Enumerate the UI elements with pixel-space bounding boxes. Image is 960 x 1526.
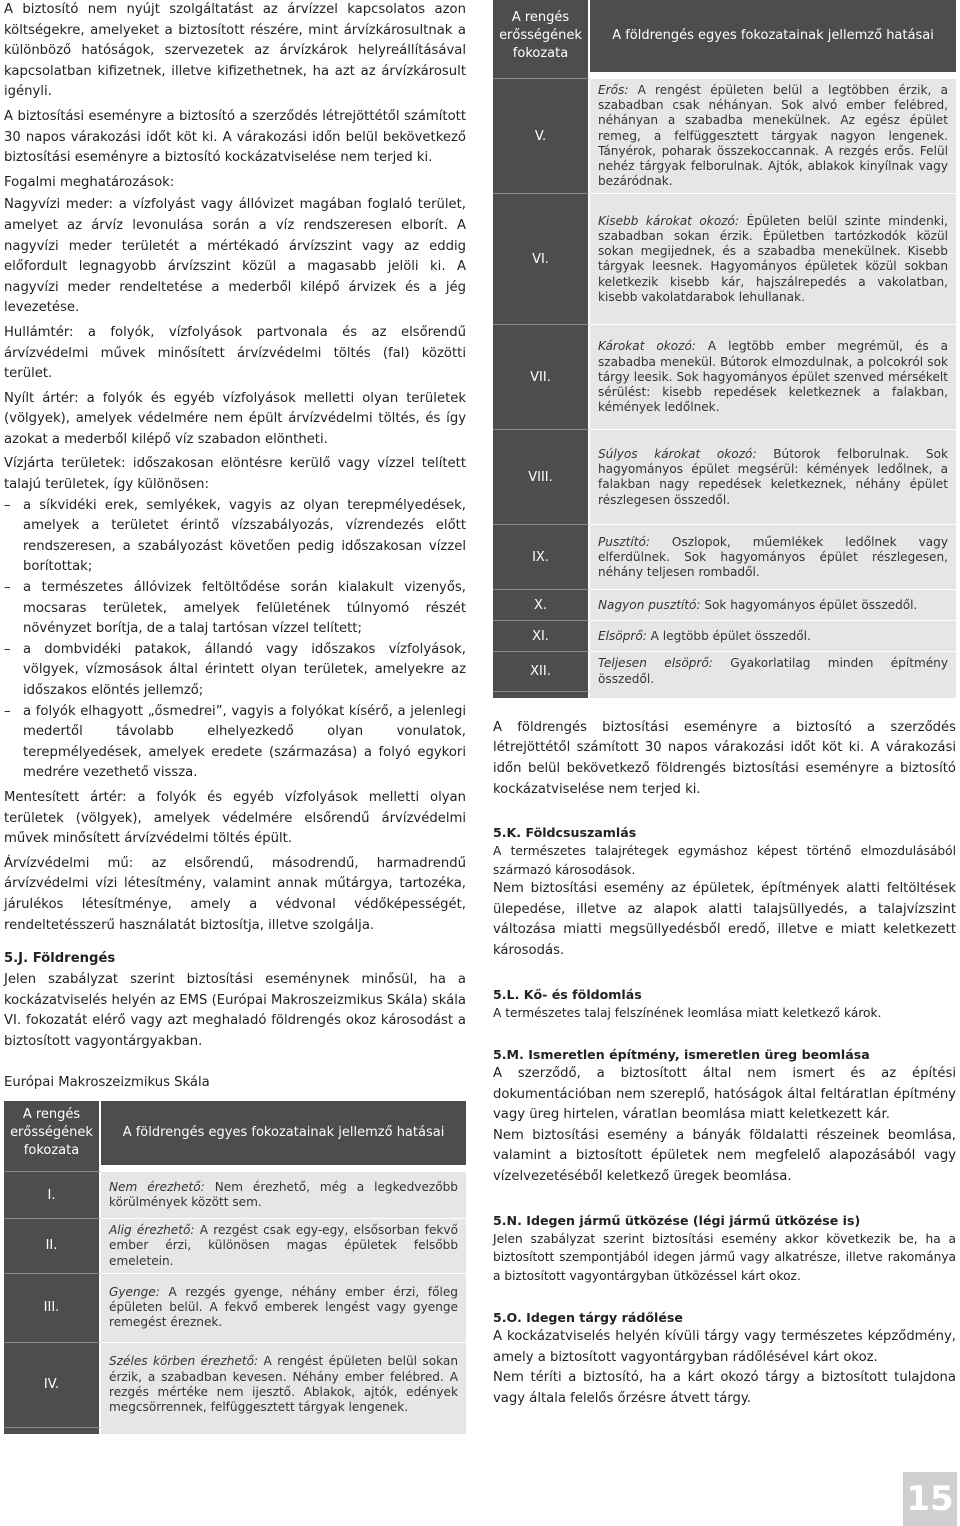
table-row [493,78,956,193]
description-cell: Kisebb károkat okozó: Épületen belül szinte mindenki, szabadban sokan érzik. Épületben tartózkodók közül sokan megijednek, és a szabadba menekülnek. Kisebb tárgyak leesnek. Hagyományos épületek közül sokban keletkezik kisebb kár, hajszálrepedés a vakolatban, kisebb vakolatdarabok lehullanak. [590,193,956,324]
level-cell: XII. [493,651,590,690]
table-row [493,429,956,524]
definitions-heading: Fogalmi meghatározások: [4,174,175,190]
level-cell: IV. [4,1342,101,1427]
level-cell: II. [4,1218,101,1273]
description-cell: Pusztító: Oszlopok, műemlékek ledőlnek vagy elferdülnek. Sok hagyományos épület részlegesen, néhány teljesen rombadől. [590,524,956,589]
scale-title: Európai Makroszeizmikus Skála [4,1074,210,1090]
table-row [4,1273,466,1342]
table-row [4,1171,466,1218]
section-heading-5L: 5.L. Kő- és földomlás [493,986,642,1002]
paragraph-waiting-period: A biztosítási eseményre a biztosító a szerződés létrejöttétől számított 30 napos várakozási időt köt ki. A várakozási időn belül bekövetkező biztosítási eseményre a biztosító kockázatviselése nem terjed ki. [4,108,466,166]
table-header-row [4,1101,466,1165]
left-column [4,0,466,1434]
table-row [493,589,956,620]
definition-hullamter: Hullámtér: a folyók, vízfolyások partvonala és az elsőrendű árvízvédelmi művek minősített árvízvédelmi töltés (fal) közötti terület. [4,324,466,382]
definition-arvizvedelmi-mu: Árvízvédelmi mű: az elsőrendű, másodrendű, harmadrendű árvízvédelmi vízi létesítmény, valamint annak műtárgya, tartozéka, járulékos létesítménye, amely a védvonal védőképességét, rendeltetésszerű használatát biztosítja, illetve szolgálja. [4,855,466,933]
table-row [493,651,956,690]
table-header-level: A rengés erősségének fokozata [493,0,590,72]
level-cell: III. [4,1273,101,1342]
paragraph-vehicle-collision: Jelen szabályzat szerint biztosítási esemény akkor következik be, ha a biztosított szempontjából idegen jármű vagy alkatrésze, illetve rakománya a biztosított vagyontárgyban ütközéssel kárt okoz. [493,1231,956,1283]
table-row [493,620,956,651]
definition-vizjarta: Vízjárta területek: időszakosan elöntésre kerülő vagy vízzel telített talajú területek, így különösen: [4,456,466,493]
description-cell: Erős: A rengést épületen belül a legtöbben érzik, a szabadban csak néhányan. Sok alvó ember felébred, néhányan a szabadba menekülnek. Az egész épület remeg, a felfüggesztett tárgyak nagyon lengenek. Tányérok, poharak összekoccannak. A rezgés erős. Felül nehéz tárgyak felborulnak. Ajtók, ablakok kinyílnak vagy bezáródnak. [590,78,956,193]
right-column [493,0,956,1410]
level-cell: V. [493,78,590,193]
paragraph-landslide-exclusion: Nem biztosítási esemény az épületek, építmények alatti feltöltések ülepedése, illetve az alapok alatti talajsüllyedés, a talajvízszint változása miatti megsüllyedésből eredő, illetve e miatt keletkezett károsodás. [493,881,956,958]
paragraph-compensation-exclusion: A biztosító nem nyújt szolgáltatást az árvízzel kapcsolatos azon költségekre, amelyeket a biztosított részére, mint árvízkárosultnak a különböző hatóságok, szervezetek az árvízkárok helyreállításával kapcsolatban kifizetnek, illetve kifizethetnek, ha azt az árvízkárosult igényli. [4,2,466,100]
description-cell: Károkat okozó: A legtöbb ember megrémül, és a szabadba menekül. Bútorok elmozdulnak, a polcokról sok tárgy leesik. Sok hagyományos épület szenved mérsékelt sérülést: kisebb repedések keletkeznek a falakban, kémények ledőlnek. [590,324,956,429]
table-header-row [493,0,956,72]
level-cell: VII. [493,324,590,429]
page-number: 15 [903,1472,957,1526]
description-cell: Nagyon pusztító: Sok hagyományos épület összedől. [590,589,956,620]
table-row [4,1218,466,1273]
paragraph-falling-object-exclusion: Nem téríti a biztosító, ha a kárt okozó tárgy a biztosított tulajdona vagy általa felelős őrzésre átvett tárgy. [493,1370,956,1406]
list-item: – a természetes állóvizek feltöltődése során kialakult vizenyős, mocsaras területek, amelyek felületének túlnyomó részét növényzet borítja, de a talaj tartósan vízzel telített; [4,580,466,637]
level-cell: VIII. [493,429,590,524]
level-cell: VI. [493,193,590,324]
definition-nagyvizi-meder: Nagyvízi meder: a vízfolyást vagy állóvizet magában foglaló terület, amelyet az árvíz levonulása során a víz rendszeresen elborít. A nagyvízi meder területét a mértékadó árvízszint vagy az eddig előfordult legnagyobb árvízszint közül a magasabb jelöli ki. A nagyvízi meder rendeltetése a mederből kilépő árvizek és a jég levezetése. [4,197,466,316]
paragraph-rockfall: A természetes talaj felszínének leomlása miatt keletkező károk. [493,1005,882,1020]
paragraph-earthquake-waiting: A földrengés biztosítási eseményre a biztosító a szerződés létrejöttétől számított 30 napos várakozási időt köt ki. A várakozási időn belül bekövetkező földrengés biztosítási eseményre a biztosító kockázatviselése nem terjed ki. [493,719,956,797]
vizjarta-list [4,496,466,784]
definition-mentesitett-arter: Mentesített ártér: a folyók és egyéb vízfolyások melletti olyan területek (völgyek), amelyek védelmére elsőrendű árvízvédelmi művek minősített árvízvédelmi töltés épült. [4,789,466,847]
description-cell: Nem érezhető: Nem érezhető, még a legkedvezőbb körülmények között sem. [101,1171,466,1218]
table-row [493,324,956,429]
paragraph-unknown-structure-exclusion: Nem biztosítási esemény a bányák földalatti részeinek beomlása, valamint a biztosított épületek nem megfelelő alapozásából vagy vízelvezetéséből keletkező üregek beomlása. [493,1127,956,1185]
ems-table-low [4,1101,466,1434]
level-cell: XI. [493,620,590,651]
description-cell: Gyenge: A rezgés gyenge, néhány ember érzi, főleg épületen belül. A fekvő emberek lengést vagy gyenge remegést éreznek. [101,1273,466,1342]
table-row [4,1342,466,1427]
description-cell: Alig érezhető: A rezgést csak egy-egy, elsősorban fekvő ember érzi, különösen magas épületek felsőbb emeletein. [101,1218,466,1273]
description-cell: Elsöprő: A legtöbb épület összedől. [590,620,956,651]
level-cell: I. [4,1171,101,1218]
description-cell: Széles körben érezhető: A rengést épületen belül sokan érzik, a szabadban kevesen. Néhány ember felébred. A rezgés mértéke nem ijesztő. Ablakok, ajtók, edények megcsörrennek, felfüggesztett tárgyak lengenek. [101,1342,466,1427]
table-row [493,193,956,324]
table-header-effects: A földrengés egyes fokozatainak jellemző hatásai [590,0,956,72]
definition-nyilt-arter: Nyílt ártér: a folyók és egyéb vízfolyások melletti olyan területek (völgyek), amelyek védelmére nem épült árvízvédelmi töltés, és így azokat a mederből kilépő víz szabadon elöntheti. [4,390,466,447]
paragraph-falling-object: A kockázatviselés helyén kívüli tárgy vagy természetes képződmény, amely a biztosított vagyontárgyban rádőlésével kárt okoz. [493,1329,956,1365]
paragraph-earthquake: Jelen szabályzat szerint biztosítási eseménynek minősül, ha a kockázatviselés helyén az EMS (Európai Makroszeizmikus Skála) skála VI. fokozatát elérő vagy azt meghaladó földrengés okoz károsodást a biztosított vagyontárgyakban. [4,972,466,1049]
table-header-effects: A földrengés egyes fokozatainak jellemző hatásai [101,1101,466,1165]
description-cell: Teljesen elsöprő: Gyakorlatilag minden építmény összedől. [590,651,956,690]
table-header-level: A rengés erősségének fokozata [4,1101,101,1165]
section-heading-5J: 5.J. Földrengés [4,951,116,967]
ems-table-high [493,0,956,698]
level-cell: IX. [493,524,590,589]
section-heading-5O: 5.O. Idegen tárgy rádőlése [493,1310,683,1326]
section-heading-5N: 5.N. Idegen jármű ütközése (légi jármű ütközése is) [493,1212,861,1228]
section-heading-5M: 5.M. Ismeretlen építmény, ismeretlen üreg beomlása [493,1047,870,1063]
level-cell: X. [493,589,590,620]
list-item: – a síkvidéki erek, semlyékek, vagyis az olyan terepmélyedések, amelyek a területet érintő vízszabályozás, vízrendezés előtt rendszeresen, a szabályozást követően pedig időszakosan vízzel borítottak; [4,497,466,575]
list-item: – a folyók elhagyott „ősmedrei”, vagyis a folyókat kísérő, a jelenlegi medertől távolabb elhelyezkedő olyan vonulatok, terepmélyedések, amelyek eredete (származása) a folyó egykori medrére vezethető vissza. [4,703,466,781]
list-item: – a dombvidéki patakok, állandó vagy időszakos vízfolyások, völgyek, vízmosások által érintett olyan területek, amelyekre az időszakos elöntés jellemző; [4,641,466,698]
paragraph-unknown-structure: A szerződő, a biztosított által nem ismert és az építési dokumentációban nem szereplő, hatóságok által feltáratlan építmény vagy üreg hirtelen, váratlan beomlása miatt keletkezett kár. [493,1066,956,1123]
table-row [493,524,956,589]
paragraph-landslide-def: A természetes talajrétegek egymáshoz képest történő elmozdulásából származó károsodások. [493,844,956,877]
section-heading-5K: 5.K. Földcsuszamlás [493,825,637,841]
description-cell: Súlyos károkat okozó: Bútorok felborulnak. Sok hagyományos épület megsérül: kémények ledőlnek, a falakban nagy repedések keletkeznek, néhány épület részlegesen összedől. [590,429,956,524]
